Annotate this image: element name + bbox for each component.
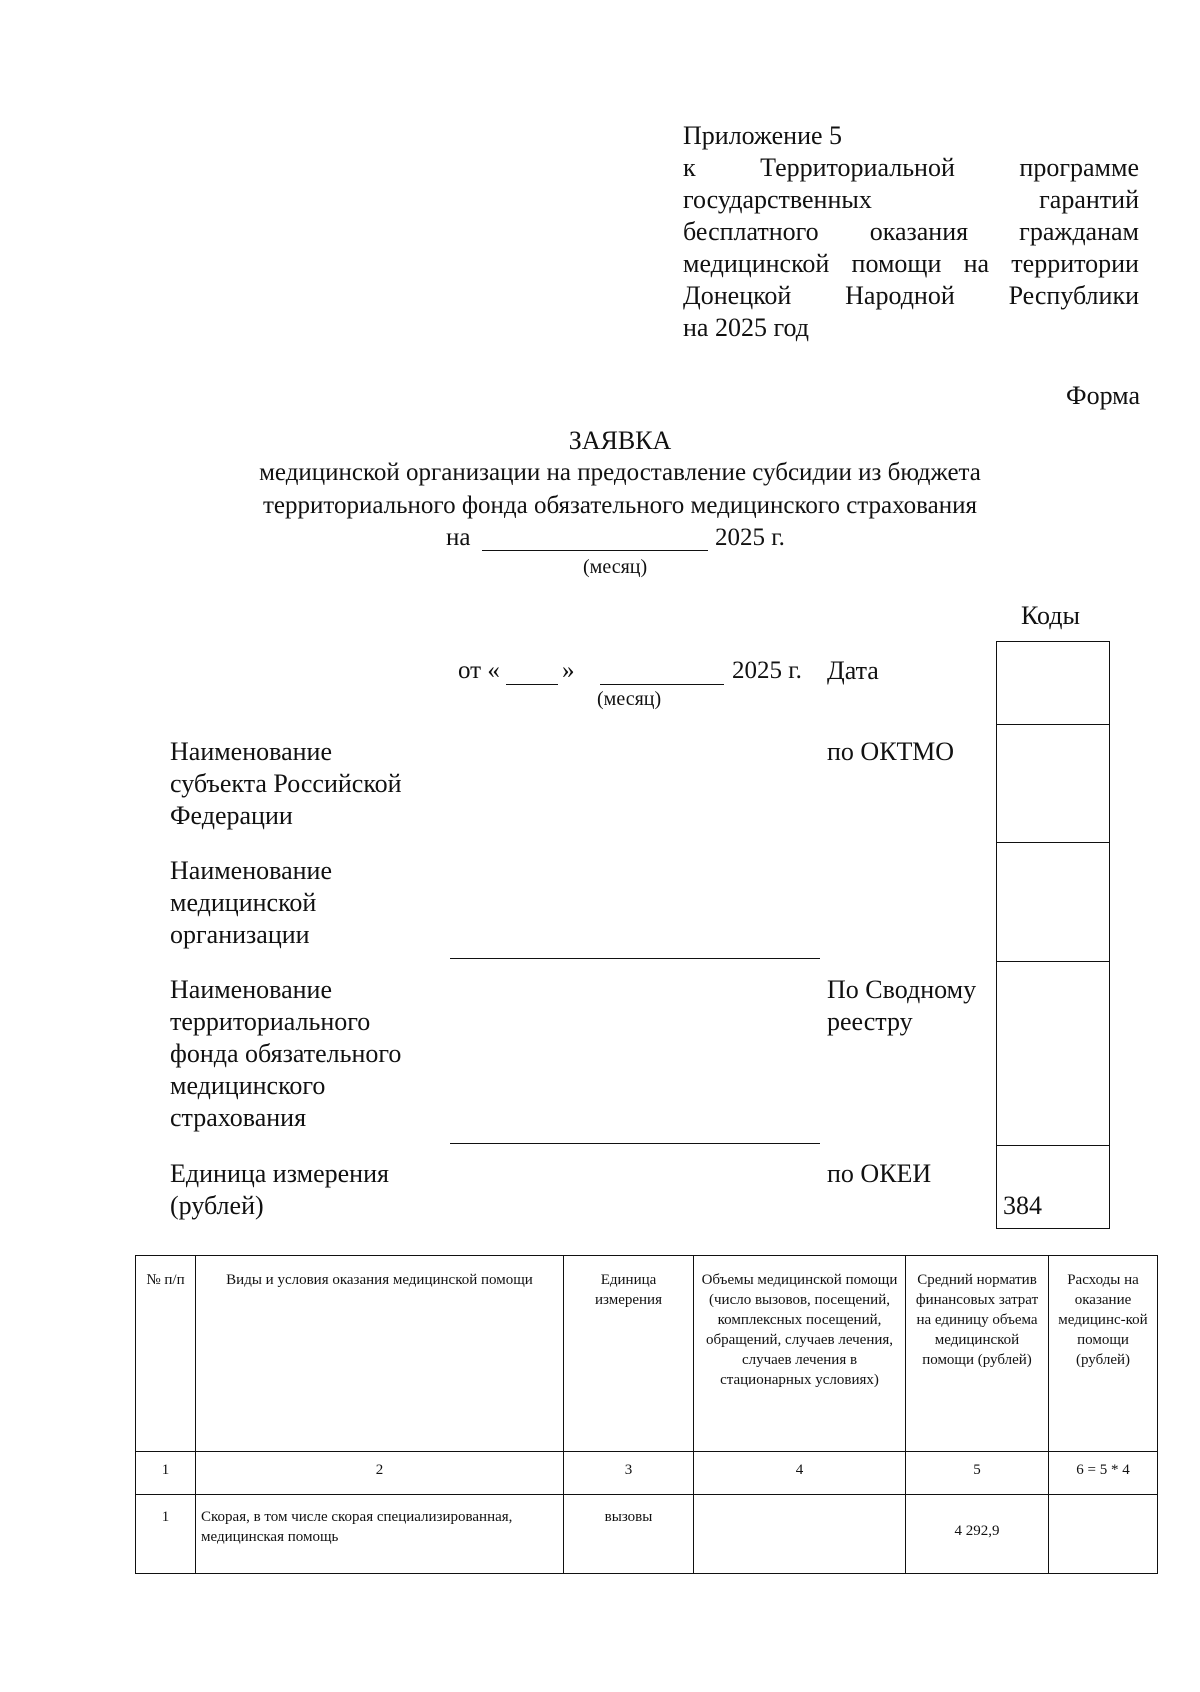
header-cell: Расходы на оказание медицинс-кой помощи (рублей) (1049, 1256, 1158, 1452)
row-number: 1 (136, 1495, 196, 1574)
title-year: 2025 г. (715, 524, 785, 551)
norm-cell: 4 292,9 (906, 1495, 1049, 1574)
appendix-line-3 (683, 184, 1139, 216)
date-ot-prefix: от « (458, 657, 500, 684)
appendix-word: бесплатного (683, 217, 819, 246)
okei-label: по ОКЕИ (827, 1159, 932, 1188)
care-type-cell: Скорая, в том числе скорая специализированная, медицинская помощь (196, 1495, 564, 1574)
svodny-reestr-label (827, 974, 976, 1038)
column-number: 4 (694, 1452, 906, 1495)
codes-divider (996, 961, 1110, 962)
appendix-word: Республики (1008, 281, 1139, 310)
title-na: на (446, 524, 471, 551)
title-line-1: медицинской организации на предоставление субсидии из бюджета (259, 459, 981, 486)
field-label-line: (рублей) (170, 1191, 264, 1220)
month-blank[interactable] (482, 550, 708, 551)
codes-divider (996, 1145, 1110, 1146)
appendix-line-7: на 2025 год (683, 313, 809, 342)
header-cell: Объемы медицинской помощи (число вызовов, посещений, комплексных посещений, обращений, случаев лечения, случаев лечения в стационарных условиях) (694, 1256, 906, 1452)
field-label-line: медицинского (170, 1071, 326, 1100)
appendix-word: программе (1019, 153, 1139, 182)
fund-name-blank[interactable] (450, 1143, 820, 1144)
appendix-word: государственных (683, 185, 872, 214)
appendix-word: гарантий (1039, 185, 1139, 214)
codes-divider (996, 842, 1110, 843)
appendix-line-4 (683, 216, 1139, 248)
codes-label: Коды (1021, 601, 1080, 630)
appendix-line-5 (683, 248, 1139, 280)
unit-cell: вызовы (564, 1495, 694, 1574)
codes-column (996, 641, 1110, 1229)
okei-code-value: 384 (1003, 1191, 1042, 1220)
code-label-line: По Сводному (827, 975, 977, 1004)
form-label: Форма (1066, 381, 1140, 410)
field-label-line: медицинской (170, 888, 317, 917)
appendix-word: помощи (851, 249, 942, 278)
subsidy-request-table (135, 1255, 1158, 1574)
table-row (136, 1495, 1158, 1574)
document-heading: ЗАЯВКА (568, 426, 672, 455)
appendix-line-6 (683, 280, 1139, 312)
field-label-line: Федерации (170, 801, 293, 830)
header-cell: Единица измерения (564, 1256, 694, 1452)
field-subject-label (170, 736, 402, 832)
appendix-word: Донецкой (683, 281, 792, 310)
field-label-line: фонда обязательного (170, 1039, 402, 1068)
column-number: 3 (564, 1452, 694, 1495)
field-label-line: страхования (170, 1103, 307, 1132)
appendix-word: оказания (869, 217, 969, 246)
field-unit-label (170, 1158, 389, 1222)
field-label-line: организации (170, 920, 310, 949)
field-fund-label (170, 974, 401, 1134)
header-cell: Средний норматив финансовых затрат на единицу объема медицинской помощи (рублей) (906, 1256, 1049, 1452)
field-label-line: Наименование (170, 737, 332, 766)
field-organization-label (170, 855, 332, 951)
appendix-word: медицинской (683, 249, 830, 278)
appendix-word: территории (1011, 249, 1139, 278)
codes-divider (996, 724, 1110, 725)
appendix-line-2 (683, 152, 1139, 184)
appendix-title: Приложение 5 (683, 121, 843, 150)
field-label-line: территориального (170, 1007, 371, 1036)
column-number: 1 (136, 1452, 196, 1495)
month-hint: (месяц) (583, 556, 648, 578)
column-number: 2 (196, 1452, 564, 1495)
table-header-row (136, 1256, 1158, 1452)
field-label-line: субъекта Российской (170, 769, 402, 798)
volume-cell[interactable] (694, 1495, 906, 1574)
date-code-label: Дата (827, 656, 879, 685)
appendix-word: к (683, 153, 696, 182)
appendix-word: Народной (845, 281, 955, 310)
date-month-blank[interactable] (600, 684, 724, 685)
appendix-word: на (963, 249, 990, 278)
date-year: 2025 г. (732, 657, 802, 684)
cost-cell[interactable] (1049, 1495, 1158, 1574)
column-number: 6 = 5 * 4 (1049, 1452, 1158, 1495)
code-label-line: реестру (827, 1007, 913, 1036)
header-cell: № п/п (136, 1256, 196, 1452)
field-label-line: Наименование (170, 975, 332, 1004)
oktmo-label: по ОКТМО (827, 737, 954, 766)
appendix-word: гражданам (1019, 217, 1139, 246)
organization-name-blank[interactable] (450, 958, 820, 959)
appendix-word: Территориальной (760, 153, 955, 182)
title-line-2: территориального фонда обязательного медицинского страхования (262, 492, 978, 519)
header-cell: Виды и условия оказания медицинской помощи (196, 1256, 564, 1452)
day-blank[interactable] (506, 684, 558, 685)
field-label-line: Единица измерения (170, 1159, 389, 1188)
field-label-line: Наименование (170, 856, 332, 885)
date-ot-close: » (562, 657, 575, 684)
column-number-row (136, 1452, 1158, 1495)
column-number: 5 (906, 1452, 1049, 1495)
date-month-hint: (месяц) (597, 688, 662, 710)
